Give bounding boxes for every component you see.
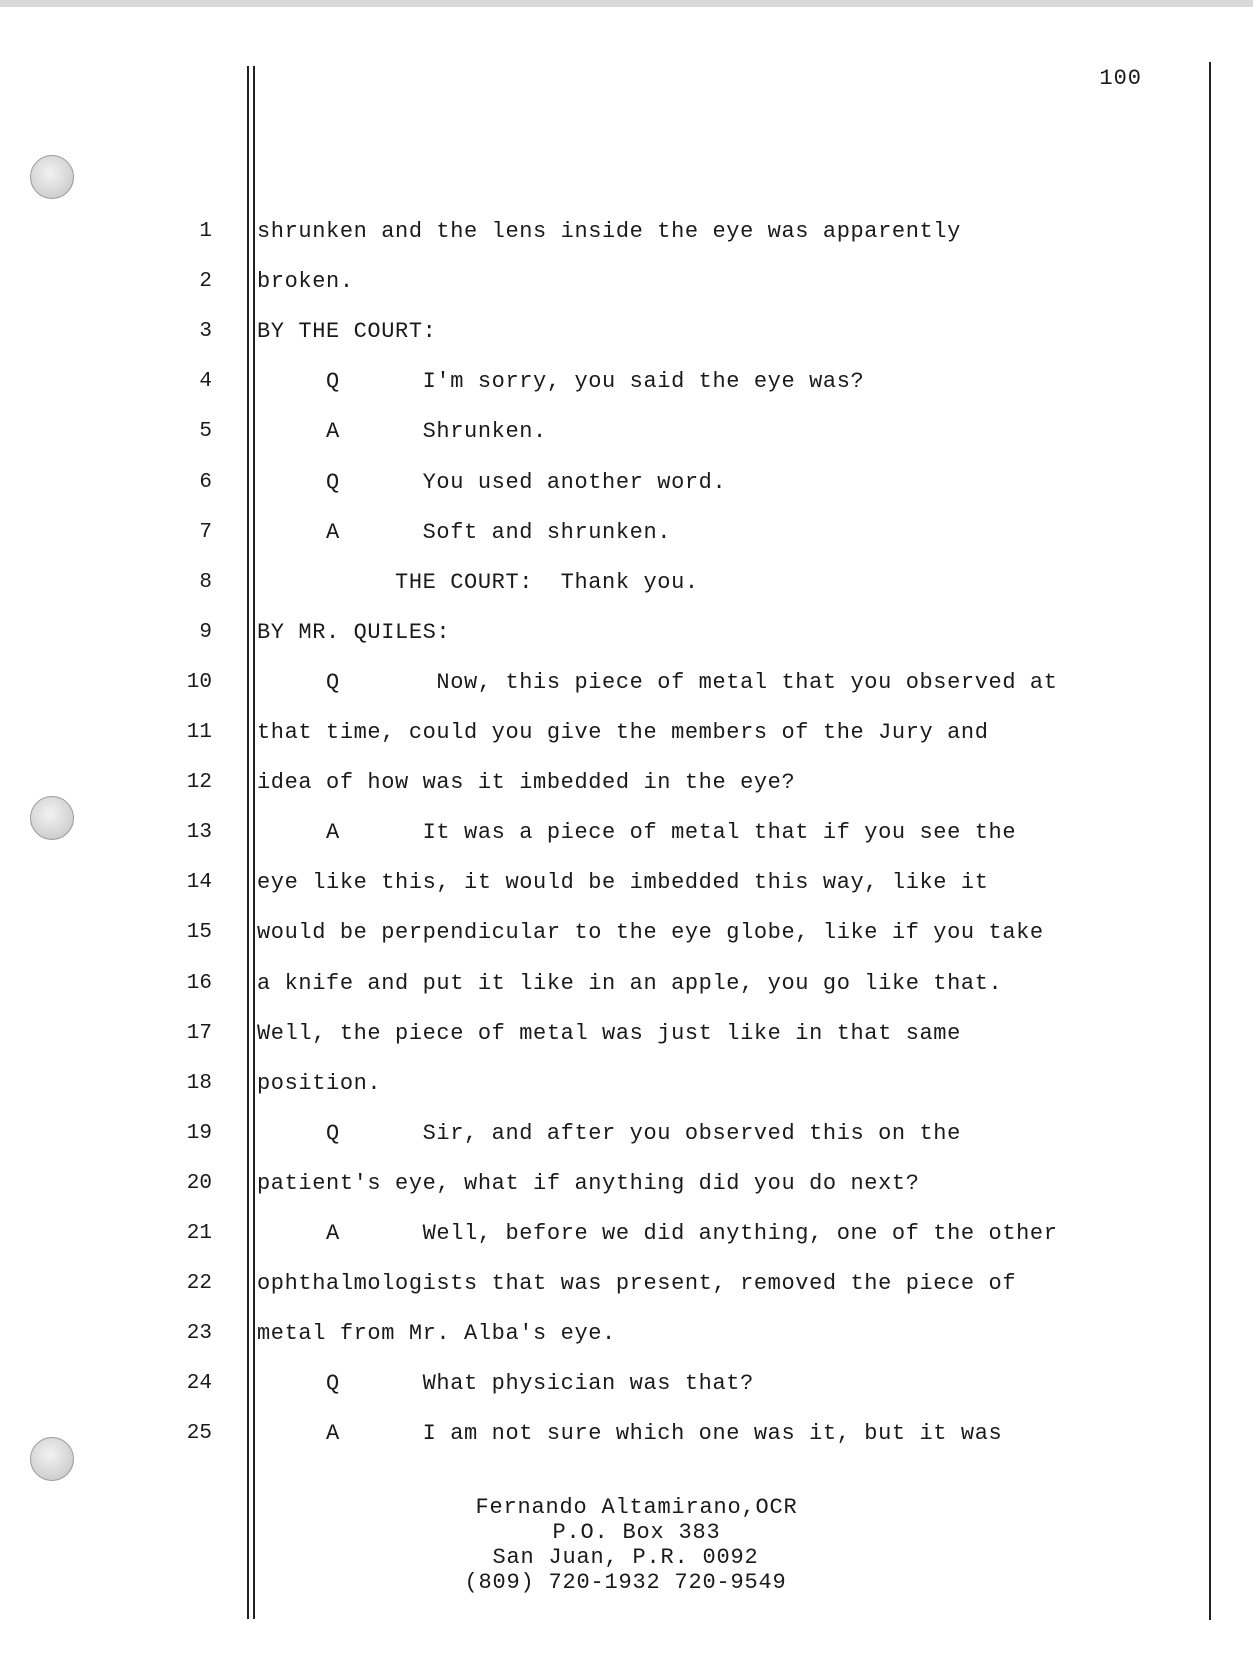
line-number: 13 — [186, 821, 212, 845]
line-text: broken. — [257, 269, 354, 295]
line-text: Well, the piece of metal was just like in that same — [257, 1020, 961, 1046]
transcript-line — [0, 1164, 1253, 1204]
punch-hole-top — [30, 155, 74, 199]
line-text: shrunken and the lens inside the eye was apparently — [257, 219, 961, 244]
transcript-line — [0, 262, 1253, 302]
reporter-phones: (809) 720-1932 720-9549 — [464, 1570, 787, 1595]
line-number: 3 — [199, 320, 212, 344]
transcript-line — [0, 362, 1253, 402]
line-number: 17 — [186, 1021, 212, 1045]
line-text: that time, could you give the members of the Jury and — [257, 720, 989, 745]
line-text: BY THE COURT: — [257, 319, 437, 345]
line-number: 22 — [186, 1272, 212, 1296]
line-number: 23 — [186, 1322, 212, 1346]
line-text: a knife and put it like in an apple, you go like that. — [257, 970, 1003, 996]
transcript-line — [0, 663, 1253, 703]
line-text: ophthalmologists that was present, removed the piece of — [257, 1271, 1017, 1297]
transcript-line — [0, 312, 1253, 352]
line-number: 2 — [199, 270, 212, 294]
line-text: Q What physician was that? — [257, 1371, 754, 1397]
transcript-line — [0, 964, 1253, 1004]
line-number: 15 — [186, 921, 212, 945]
line-number: 19 — [186, 1121, 212, 1145]
line-number: 6 — [199, 470, 212, 494]
reporter-po-box: P.O. Box 383 — [552, 1520, 721, 1545]
line-text: Q Now, this piece of metal that you observed at — [257, 669, 1058, 695]
line-number: 9 — [199, 620, 212, 644]
line-text: eye like this, it would be imbedded this way, like it — [257, 870, 989, 896]
transcript-line — [0, 412, 1253, 452]
line-number: 24 — [186, 1372, 212, 1396]
transcript-line — [0, 1364, 1253, 1404]
line-number: 4 — [199, 370, 212, 394]
line-number: 1 — [199, 220, 212, 243]
transcript-line — [0, 513, 1253, 553]
line-number: 20 — [186, 1171, 212, 1195]
line-text: BY MR. QUILES: — [257, 619, 451, 645]
line-number: 10 — [186, 670, 212, 694]
transcript-line — [0, 613, 1253, 653]
transcript-line — [0, 763, 1253, 803]
line-number: 25 — [186, 1422, 212, 1446]
transcript-line — [0, 1214, 1253, 1254]
reporter-city: San Juan, P.R. 0092 — [492, 1545, 759, 1570]
line-text: A Soft and shrunken. — [257, 519, 672, 545]
transcript-line — [0, 863, 1253, 903]
line-number: 16 — [186, 971, 212, 995]
line-number: 8 — [199, 570, 212, 594]
transcript-line — [0, 463, 1253, 503]
line-text: would be perpendicular to the eye globe, like if you take — [257, 920, 1044, 946]
transcript-line — [0, 913, 1253, 953]
line-number: 11 — [186, 721, 212, 744]
line-text: Q You used another word. — [257, 469, 727, 495]
transcript-line — [0, 1414, 1253, 1454]
line-text: Q I'm sorry, you said the eye was? — [257, 369, 865, 395]
reporter-name: Fernando Altamirano,OCR — [475, 1495, 798, 1520]
line-text: idea of how was it imbedded in the eye? — [257, 770, 796, 796]
transcript-line — [0, 713, 1253, 753]
line-text: THE COURT: Thank you. — [257, 569, 699, 595]
line-text: patient's eye, what if anything did you do next? — [257, 1170, 920, 1196]
line-text: A It was a piece of metal that if you see the — [257, 820, 1017, 846]
line-text: A Shrunken. — [257, 419, 547, 445]
line-text: A I am not sure which one was it, but it was — [257, 1421, 1003, 1447]
line-text: A Well, before we did anything, one of the other — [257, 1221, 1058, 1246]
line-text: position. — [257, 1070, 382, 1096]
scan-top-edge — [0, 0, 1253, 7]
line-number: 7 — [199, 520, 212, 544]
line-number: 21 — [186, 1222, 212, 1245]
transcript-line — [0, 212, 1253, 252]
page-number: 100 — [1099, 66, 1142, 91]
transcript-line — [0, 1014, 1253, 1054]
transcript-line — [0, 1064, 1253, 1104]
line-text: Q Sir, and after you observed this on the — [257, 1120, 961, 1146]
transcript-line — [0, 813, 1253, 853]
line-number: 5 — [199, 420, 212, 444]
line-number: 12 — [186, 771, 212, 795]
transcript-line — [0, 1114, 1253, 1154]
transcript-line — [0, 1314, 1253, 1354]
transcript-line — [0, 1264, 1253, 1304]
line-number: 14 — [186, 871, 212, 895]
line-number: 18 — [186, 1071, 212, 1095]
transcript-line — [0, 563, 1253, 603]
line-text: metal from Mr. Alba's eye. — [257, 1321, 616, 1347]
